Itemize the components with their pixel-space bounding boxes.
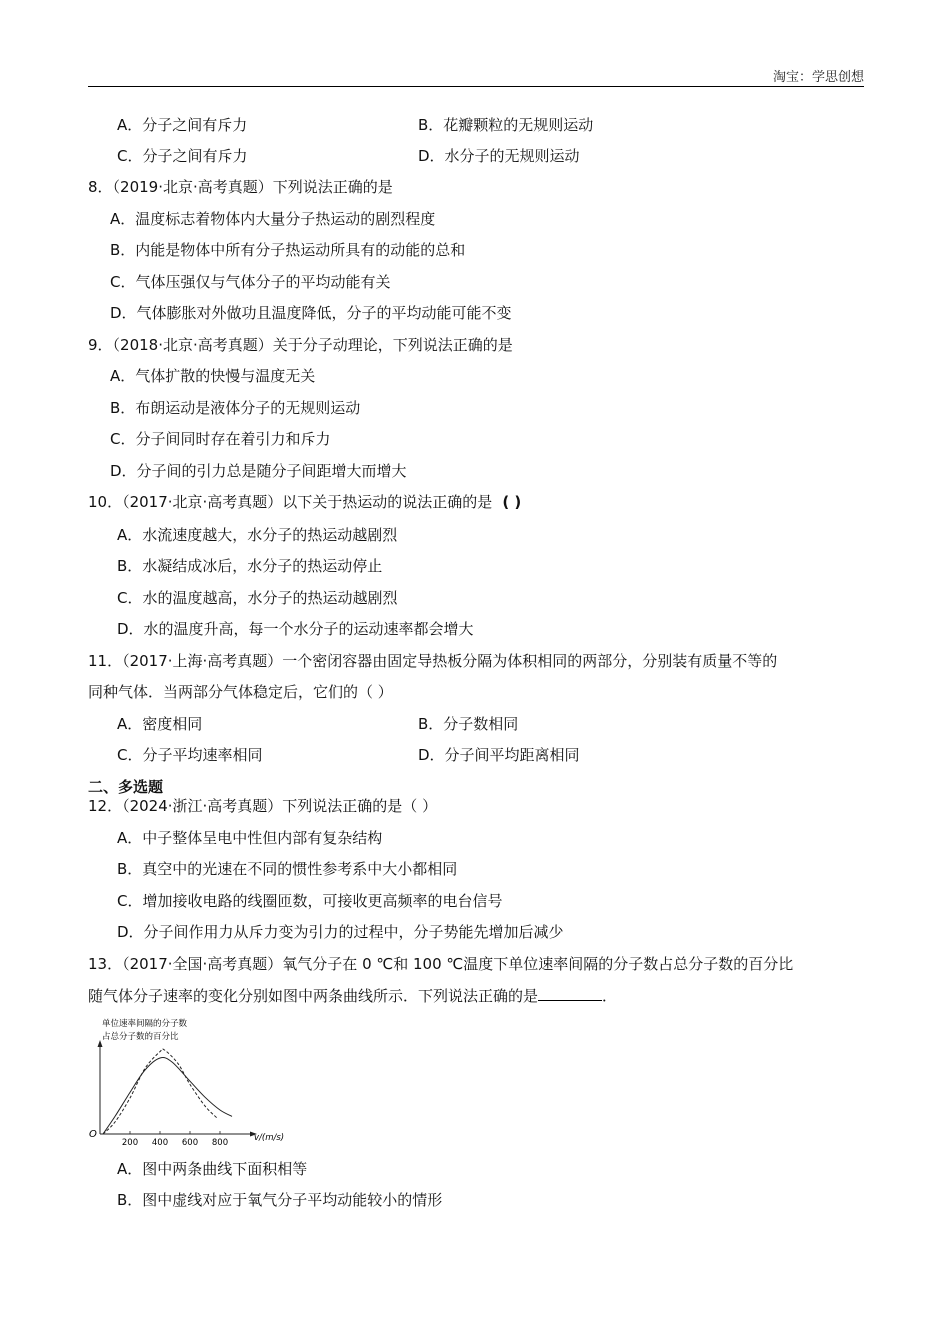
q12-stem: 12．（2024·浙江·高考真题）下列说法正确的是（ ） bbox=[88, 797, 438, 815]
q7-option-a[interactable]: A．分子之间有斥力 bbox=[117, 116, 248, 134]
q11-option-c[interactable]: C．分子平均速率相同 bbox=[117, 746, 263, 764]
q8-stem: 8．（2019·北京·高考真题）下列说法正确的是 bbox=[88, 178, 393, 196]
chart-x-tick-label: 800 bbox=[211, 1138, 229, 1148]
q13-stem-line1: 13．（2017·全国·高考真题）氧气分子在 0 ℃和 100 ℃温度下单位速率间隔的分子数占总分子数的百分比 bbox=[88, 955, 794, 973]
section-title-multiple-choice: 二、多选题 bbox=[88, 778, 164, 796]
chart-ylabel-line2: 占总分子数的百分比 bbox=[102, 1032, 179, 1042]
q10-option-d[interactable]: D．水的温度升高，每一个水分子的运动速率都会增大 bbox=[117, 620, 474, 638]
q10-option-a[interactable]: A．水流速度越大，水分子的热运动越剧烈 bbox=[117, 526, 398, 544]
q10-option-b[interactable]: B．水凝结成冰后，水分子的热运动停止 bbox=[117, 557, 383, 575]
page-header bbox=[88, 62, 864, 87]
q8-option-b[interactable]: B．内能是物体中所有分子热运动所具有的动能的总和 bbox=[110, 241, 466, 259]
q9-option-a[interactable]: A．气体扩散的快慢与温度无关 bbox=[110, 367, 316, 385]
q7-option-b[interactable]: B．花瓣颗粒的无规则运动 bbox=[418, 116, 594, 134]
chart-x-tick-label: 200 bbox=[121, 1138, 139, 1148]
q10-answer-paren: ( ) bbox=[502, 493, 522, 511]
q9-option-d[interactable]: D．分子间的引力总是随分子间距增大而增大 bbox=[110, 462, 407, 480]
q12-option-c[interactable]: C．增加接收电路的线圈匝数，可接收更高频率的电台信号 bbox=[117, 892, 503, 910]
q13-stem-line2-text: 随气体分子速率的变化分别如图中两条曲线所示．下列说法正确的是 bbox=[88, 987, 539, 1005]
q9-option-c[interactable]: C．分子间同时存在着引力和斥力 bbox=[110, 430, 331, 448]
q10-stem bbox=[88, 491, 521, 513]
q8-option-d[interactable]: D．气体膨胀对外做功且温度降低，分子的平均动能可能不变 bbox=[110, 304, 512, 322]
chart-x-tick-label: 600 bbox=[181, 1138, 199, 1148]
q8-option-c[interactable]: C．气体压强仅与气体分子的平均动能有关 bbox=[110, 273, 391, 291]
q13-stem-line2 bbox=[88, 985, 617, 1007]
q8-option-a[interactable]: A．温度标志着物体内大量分子热运动的剧烈程度 bbox=[110, 210, 436, 228]
q11-option-d[interactable]: D．分子间平均距离相同 bbox=[418, 746, 580, 764]
q11-stem-line1: 11．（2017·上海·高考真题）一个密闭容器由固定导热板分隔为体积相同的两部分，分别装有质量不等的 bbox=[88, 652, 778, 670]
chart-series-solid bbox=[103, 1058, 232, 1134]
q9-stem: 9．（2018·北京·高考真题）关于分子动理论，下列说法正确的是 bbox=[88, 336, 513, 354]
chart-x-axis-label: v/(m/s) bbox=[254, 1133, 285, 1143]
q7-option-c[interactable]: C．分子之间有斥力 bbox=[117, 147, 248, 165]
q12-option-d[interactable]: D．分子间作用力从斥力变为引力的过程中，分子势能先增加后减少 bbox=[117, 923, 564, 941]
chart-origin-label: O bbox=[89, 1129, 97, 1140]
speed-distribution-chart bbox=[86, 1016, 296, 1148]
q10-option-c[interactable]: C．水的温度越高，水分子的热运动越剧烈 bbox=[117, 589, 398, 607]
q13-stem-end: ． bbox=[602, 987, 618, 1005]
q13-answer-blank[interactable] bbox=[538, 986, 602, 1001]
chart-x-tick-label: 400 bbox=[151, 1138, 169, 1148]
q11-option-a[interactable]: A．密度相同 bbox=[117, 715, 203, 733]
q9-option-b[interactable]: B．布朗运动是液体分子的无规则运动 bbox=[110, 399, 361, 417]
q11-stem-line2: 同种气体．当两部分气体稳定后，它们的（ ） bbox=[88, 683, 393, 701]
q10-stem-text: 10．（2017·北京·高考真题）以下关于热运动的说法正确的是 bbox=[88, 493, 493, 511]
q11-option-b[interactable]: B．分子数相同 bbox=[418, 715, 519, 733]
q12-option-b[interactable]: B．真空中的光速在不同的惯性参考系中大小都相同 bbox=[117, 860, 458, 878]
q12-option-a[interactable]: A．中子整体呈电中性但内部有复杂结构 bbox=[117, 829, 383, 847]
q7-option-d[interactable]: D．水分子的无规则运动 bbox=[418, 147, 580, 165]
q13-option-a[interactable]: A．图中两条曲线下面积相等 bbox=[117, 1160, 308, 1178]
chart-ylabel-line1: 单位速率间隔的分子数 bbox=[102, 1019, 188, 1029]
q13-option-b[interactable]: B．图中虚线对应于氧气分子平均动能较小的情形 bbox=[117, 1191, 443, 1209]
header-text: 淘宝：学思创想 bbox=[772, 70, 864, 85]
